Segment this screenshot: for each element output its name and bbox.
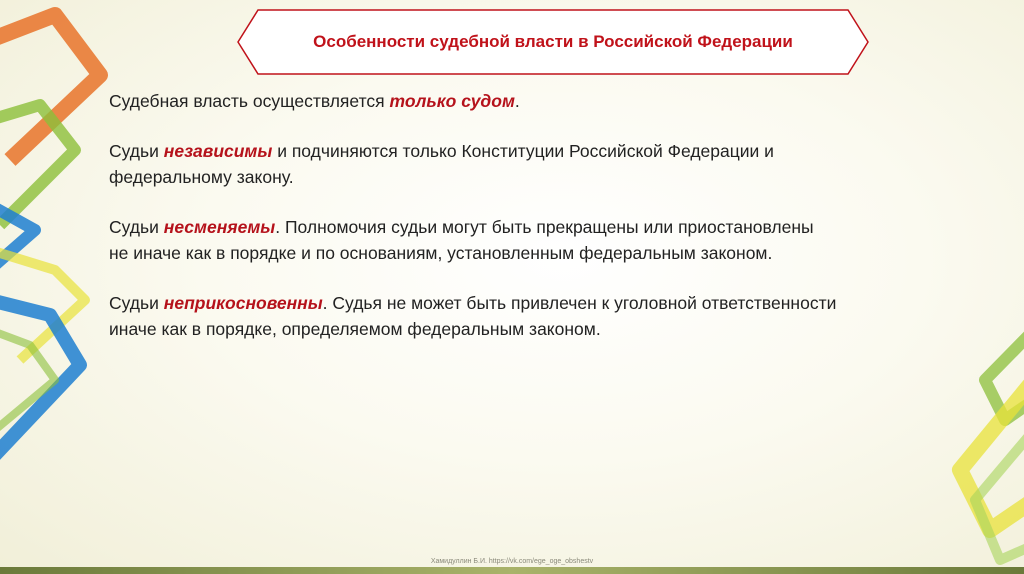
text-line [109, 316, 929, 342]
text-run: . Судья не может быть привлечен к уголовной ответственности [322, 293, 837, 313]
paragraph [109, 214, 929, 266]
text-run: . Полномочия судьи могут быть прекращены или приостановлены [275, 217, 814, 237]
footer-credit: Хамидуллин Б.И. https://vk.com/ege_oge_obshestv [430, 558, 594, 565]
text-line [109, 240, 929, 266]
slide-body [109, 88, 929, 366]
paragraph [109, 290, 929, 342]
text-run: не иначе как в порядке и по основаниям, установленным федеральным законом. [109, 243, 773, 263]
paragraph [109, 88, 929, 114]
text-line [109, 214, 929, 240]
text-run: федеральному закону. [109, 167, 294, 187]
ribbon-blue-bottom [0, 300, 80, 455]
text-line [109, 138, 929, 164]
text-run: Судебная власть осуществляется [109, 91, 390, 111]
text-line [109, 164, 929, 190]
text-run: Судьи [109, 217, 164, 237]
text-run: и подчиняются только Конституции Российской Федерации и [272, 141, 774, 161]
text-run: . [514, 91, 520, 111]
text-line [109, 88, 929, 114]
text-run: Судьи [109, 141, 164, 161]
text-line [109, 290, 929, 316]
ribbon-orange [0, 15, 100, 160]
highlight-term: только судом [389, 91, 515, 111]
text-run: иначе как в порядке, определяемом федеральным законом. [109, 319, 601, 339]
highlight-term: независимы [163, 141, 273, 161]
ribbon-green [0, 105, 75, 225]
highlight-term: неприкосновенны [163, 293, 323, 313]
highlight-term: несменяемы [163, 217, 276, 237]
bottom-bar [0, 567, 1024, 574]
text-run: Судьи [109, 293, 164, 313]
paragraph [109, 138, 929, 190]
title-box [236, 8, 870, 76]
slide-title: Особенности судебной власти в Российской Федерации [313, 32, 793, 51]
